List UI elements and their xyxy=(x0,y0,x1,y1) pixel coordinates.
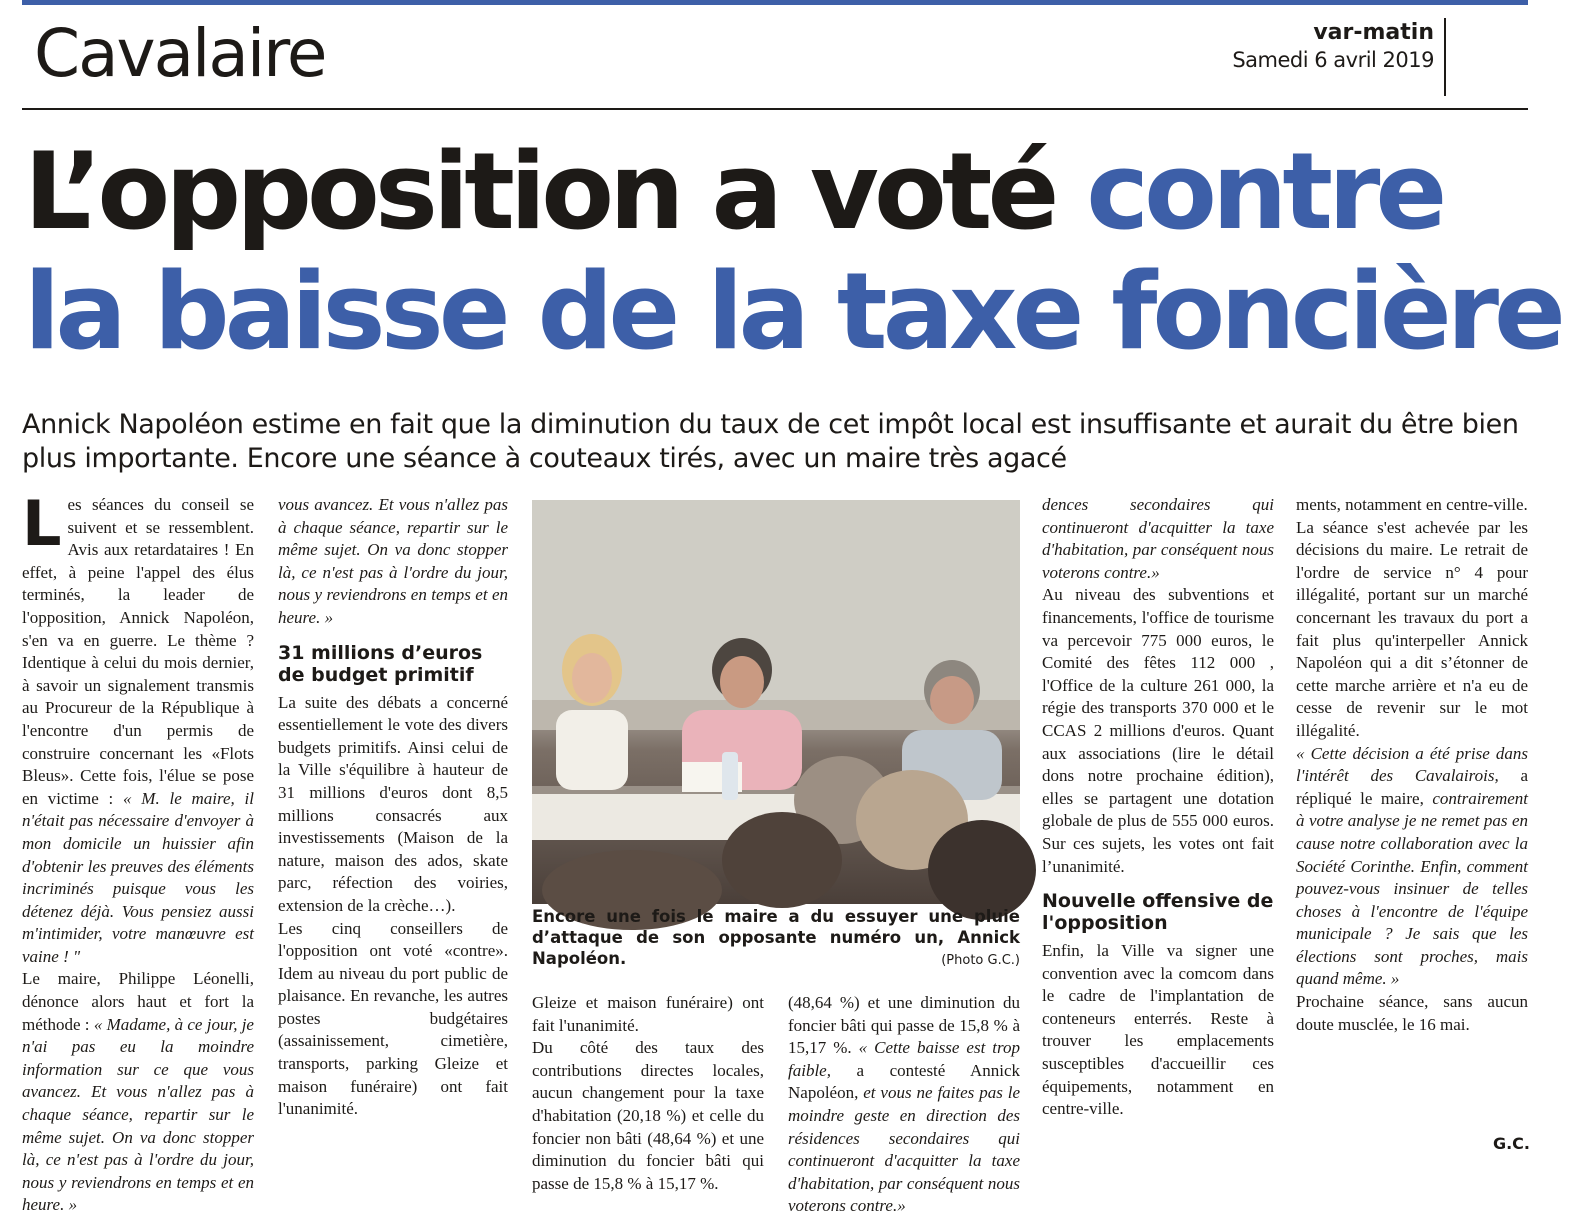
paragraph-next-session: Prochaine séance, sans aucun doute musclée, le 16 mai. xyxy=(1296,992,1528,1034)
rates-figures: (48,64 %) et une diminution du foncier bâti qui passe de 15,8 % à 15,17 %. xyxy=(788,993,1020,1058)
paragraph-intro: es séances du conseil se suivent et se ressemblent. Avis aux retardataires ! En effet, à peine l'appel des élus terminés, la leader de l'opposition, Annick Napoléon, s'en va en guerre. Le thème ? Identique à celui du mois dernier, à savoir un signalement transmis au Procureur de la République à l'encontre d'un permis de construire concernant les «Flots Bleus». Cette fois, l'élue se pose en victime : xyxy=(22,495,254,808)
quote-reply-2: contrairement à votre analyse je ne remet pas en cause notre collaboration avec la Société Corinthe. Enfin, comment pouvez-vous insinuer de telles choses à l'encontre de l'équipe municipale ? Je sais que les élections sont proches, mais quand même. » xyxy=(1296,788,1528,989)
author-signature: G.C. xyxy=(1492,1134,1530,1153)
paragraph-decisions: La séance s'est achevée par les décisions du maire. Le retrait de l'ordre de service n° 4 pour illégalité, portant sur un marché concernant les travaux du port a fait plus qu'interpeller Annick Napoléon qui a dit s’étonner de cette marche arrière et n'a eu de cesse de revenir sur le mot illégalité. xyxy=(1296,517,1528,740)
subhead-budget: 31 millions d’euros de budget primitif xyxy=(278,641,483,686)
masthead-divider xyxy=(1444,18,1446,96)
headline-black: L’opposition a voté xyxy=(24,130,1087,253)
council-photo xyxy=(532,500,1020,904)
header-rule xyxy=(22,108,1528,110)
quote-mayor: « Madame, à ce jour, je n'ai pas eu la moindre information sur ce que vous avancez. Et vous n'allez pas à chaque séance, repartir sur le même sujet. On va donc stopper là, ce n'est pas à l'ordre du jour, nous y reviendrons en temps et en heure. » xyxy=(22,1014,254,1215)
quote-reply: « Cette décision a été prise dans l'intérêt des Cavalairois, xyxy=(1296,743,1528,786)
article-column-3 xyxy=(532,992,764,1193)
article-column-5 xyxy=(1042,494,1274,1162)
quote-opposition: « M. le maire, il n'était pas nécessaire d'envoyer à mon domicile un huissier afin d'obtenir les preuves des éléments incriminés puisque vous les détenez déjà. Vous pensiez aussi m'intimider, votre manœuvre est vaine ! " xyxy=(22,788,254,966)
reply-attribution: a répliqué le maire, xyxy=(1296,766,1528,808)
quote-mayor-continued: vous avancez. Et vous n'allez pas à chaque séance, repartir sur le même sujet. On va donc stopper là, ce n'est pas à l'ordre du jour, nous y reviendrons en temps et en heure. » xyxy=(278,495,508,627)
quote-rates: « Cette baisse est trop faible, xyxy=(788,1038,1020,1080)
issue-date: Samedi 6 avril 2019 xyxy=(1232,48,1434,72)
standfirst: Annick Napoléon estime en fait que la diminution du taux de cet impôt local est insuffisante et aurait du être bien plus importante. Encore une séance à couteaux tirés, avec un maire très agacé xyxy=(22,409,1519,474)
rates-attribution: a contesté Annick Napoléon, xyxy=(788,1060,1020,1103)
paragraph-vote-continued: Gleize et maison funéraire) ont fait l'unanimité. xyxy=(532,993,764,1035)
top-accent-rule xyxy=(22,0,1528,5)
quote-rates-continued: dences secondaires qui continueront d'acquitter la taxe d'habitation, par conséquent nous voterons contre.» xyxy=(1042,495,1274,582)
photo-caption: Encore une fois le maire a du essuyer une pluie d’attaque de son opposante numéro un, Annick Napoléon. xyxy=(532,907,1020,968)
dropcap: L xyxy=(22,487,62,560)
paragraph-subsidies: Au niveau des subventions et financements, l'office de tourisme va percevoir 775 000 euros, le Comité des fêtes 112 000 , l'Office de la culture 261 000, la régie des transports 370 000 et le CCAS 2 millions d'euros. Quant aux associations (lire le détail dons notre prochaine édition), elles se partagent une dotation globale de plus de 555 000 euros. Sur ces sujets, les votes ont fait l’unanimité. xyxy=(1042,585,1274,876)
council-photo-illustration xyxy=(532,500,1020,904)
newspaper-brand: var-matin xyxy=(1313,20,1434,45)
article-column-4 xyxy=(788,992,1020,1216)
paragraph-mayor: Le maire, Philippe Léonelli, dénonce alors haut et fort la méthode : xyxy=(22,969,254,1034)
masthead xyxy=(1232,20,1434,74)
section-title: Cavalaire xyxy=(34,15,326,92)
paragraph-rates: Du côté des taux des contributions directes locales, aucun changement pour la taxe d'habitation (20,18 %) et celle du foncier non bâti (48,64 %) et une diminution du foncier bâti qui passe de 15,8 % à 15,17 %. xyxy=(532,1038,764,1193)
headline-blue-2: la baisse de la taxe foncière xyxy=(24,250,1561,373)
headline-blue-1: contre xyxy=(1086,130,1443,253)
quote-rates-2: et vous ne faites pas le moindre geste en direction des résidences secondaires qui continueront d'acquitter la taxe d'habitation, par conséquent nous voterons contre.» xyxy=(788,1083,1020,1216)
headline xyxy=(24,130,1561,373)
paragraph-budget: La suite des débats a concerné essentiellement le vote des divers budgets primitifs. Ainsi celui de la Ville s'équilibre à hauteur de 31 millions d'euros dont 8,5 millions consacrés aux investissements (Maison de la nature, maison des ados, skate parc, réfection des voiries, extension de la crèche…). xyxy=(278,692,508,915)
subhead-offensive: Nouvelle offensive de l'opposition xyxy=(1042,890,1274,935)
photo-credit: (Photo G.C.) xyxy=(941,953,1020,968)
article-column-6 xyxy=(1296,494,1528,1162)
paragraph-containers-continued: ments, notamment en centre-ville. xyxy=(1296,495,1528,514)
article-column-2 xyxy=(278,494,508,1162)
paragraph-vote: Les cinq conseillers de l'opposition ont voté «contre». Idem au niveau du port public de plaisance. En revanche, les autres postes budgétaires (assainissement, cimetière, transports, parking Gleize et maison funéraire) ont fait l'unanimité. xyxy=(278,918,508,1119)
paragraph-containers: Enfin, la Ville va signer une convention avec la comcom dans le cadre de l'implantation de conteneurs enterrés. Reste à trouver les emplacements susceptibles d'accueillir ces équipements, notamment en centre-ville. xyxy=(1042,941,1274,1119)
article-column-1 xyxy=(22,487,254,1215)
